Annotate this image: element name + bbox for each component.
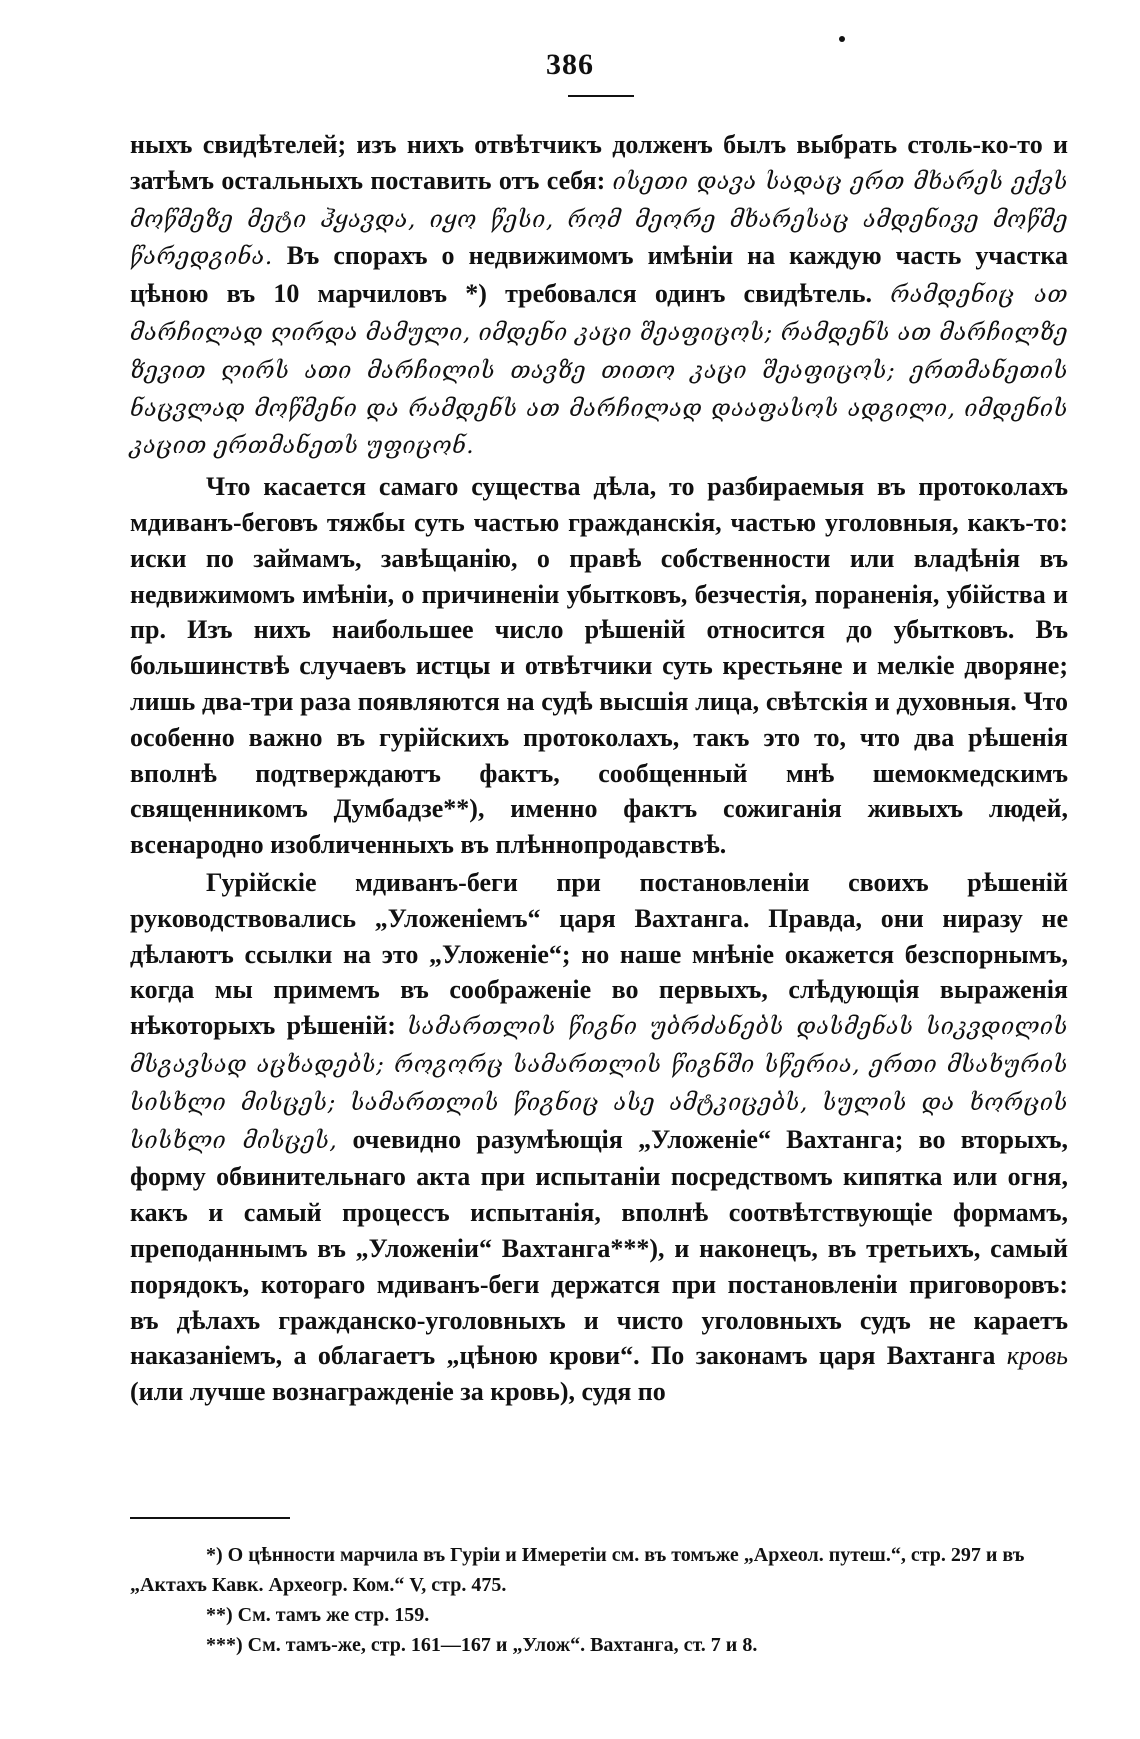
paragraph-3-text-c: (или лучше вознагражденіе за кровь), судя по (130, 1377, 666, 1407)
footnotes (130, 1540, 1068, 1660)
paragraph-1 (130, 127, 1068, 465)
paragraph-3-georgian-quote: სამართლის წიგნი უბრძანებს დასმენას სიკვდილის მსგავსად აცხადებს; როგორც სამართლის წიგნში სწერია, ერთი მსახურის სისხლი მისცეს; სამართლის წიგნიც ასე ამტკიცებს, სულის და ხორცის სისხლი მისცეს, (130, 1014, 1068, 1154)
paragraph-3 (130, 865, 1068, 1410)
footnote-separator (130, 1517, 290, 1519)
paragraph-1-georgian-quote-a: ისეთი დავა სადაც ერთ მხარეს ექვს მოწმეზე მეტი ჰყავდა, იყო წესი, რომ მეორე მხარესაც ამდენივე მოწმე წარედგინა. (130, 168, 1068, 271)
paragraph-3-italic-word: кровь (1006, 1341, 1068, 1371)
page-number: 386 (546, 48, 594, 81)
footnote-1: *) О цѣнности марчила въ Гуріи и Имеретіи см. въ томъже „Археол. путеш.“, стр. 297 и въ „Актахъ Кавк. Археогр. Ком.“ V, стр. 475. (130, 1544, 1025, 1596)
paragraph-1-text-b: Въ спорахъ о недвижимомъ имѣніи на каждую часть участка цѣною въ 10 марчиловъ *) требовался одинъ свидѣтель. (130, 241, 1068, 309)
ink-dot (839, 36, 845, 42)
footnote-2: **) См. тамъ же стр. 159. (206, 1604, 430, 1626)
paragraph-2: Что касается самаго существа дѣла, то разбираемыя въ протоколахъ мдиванъ-беговъ тяжбы суть частью гражданскія, частью уголовныя, какъ-то: иски по займамъ, завѣщанію, о правѣ собственности или владѣнія въ недвижимомъ имѣніи, о причиненіи убытковъ, безчестія, пораненія, убійства и пр. Изъ нихъ наибольшее число рѣшеній относится до убытковъ. Въ большинствѣ случаевъ истцы и отвѣтчики суть крестьяне и мелкіе дворяне; лишь два-три раза появляются на судѣ высшія лица, свѣтскія и духовныя. Что особенно важно въ гурійскихъ протоколахъ, такъ это то, что два рѣшенія вполнѣ подтверждаютъ фактъ, сообщенный мнѣ шемокмедскимъ священникомъ Думбадзе**), именно фактъ сожиганія живыхъ людей, всенародно изобличенныхъ въ плѣннопродавствѣ. (130, 472, 1068, 860)
paragraph-3-text-b: очевидно разумѣющія „Уложеніе“ Вахтанга; во вторыхъ, форму обвинительнаго акта при испытаніи посредствомъ кипятка или огня, какъ и самый процессъ испытанія, вполнѣ соотвѣтствующіе формамъ, преподаннымъ въ „Уложеніи“ Вахтанга***), и наконецъ, въ третьихъ, самый порядокъ, котораго мдиванъ-беги держатся при постановленіи приговоровъ: въ дѣлахъ гражданско-уголовныхъ и чисто уголовныхъ судъ не караетъ наказаніемъ, а облагаетъ „цѣною крови“. По законамъ царя Вахтанга (130, 1124, 1068, 1371)
page-number-underline (568, 95, 634, 97)
paragraph-1-georgian-quote-b: რამდენიც ათ მარჩილად ღირდა მამული, იმდენი კაცი შეაფიცოს; რამდენს ათ მარჩილზე ზევით ღირს ათი მარჩილის თავზე თითო კაცი შეაფიცოს; ერთმანეთის ნაცვლად მოწმენი და რამდენს ათ მარჩილად დააფასოს ადგილი, იმდენის კაცით ერთმანეთს უფიცონ. (130, 282, 1068, 460)
paragraph-1-text-a: ныхъ свидѣтелей; изъ нихъ отвѣтчикъ долженъ былъ выбрать столь-ко-то и затѣмъ остальныхъ поставить отъ себя: (130, 130, 1068, 195)
footnote-3: ***) См. тамъ-же, стр. 161—167 и „Улож“. Вахтанга, ст. 7 и 8. (206, 1634, 758, 1656)
paragraph-3-text-a: Гурійскіе мдиванъ-беги при постановленіи своихъ рѣшеній руководствовались „Уложеніемъ“ царя Вахтанга. Правда, они ниразу не дѣлаютъ ссылки на это „Уложеніе“; но наше мнѣніе окажется безспорнымъ, когда мы примемъ въ соображеніе во первыхъ, слѣдующія выраженія нѣкоторыхъ рѣшеній: (130, 867, 1068, 1041)
body-text (130, 127, 1068, 1410)
